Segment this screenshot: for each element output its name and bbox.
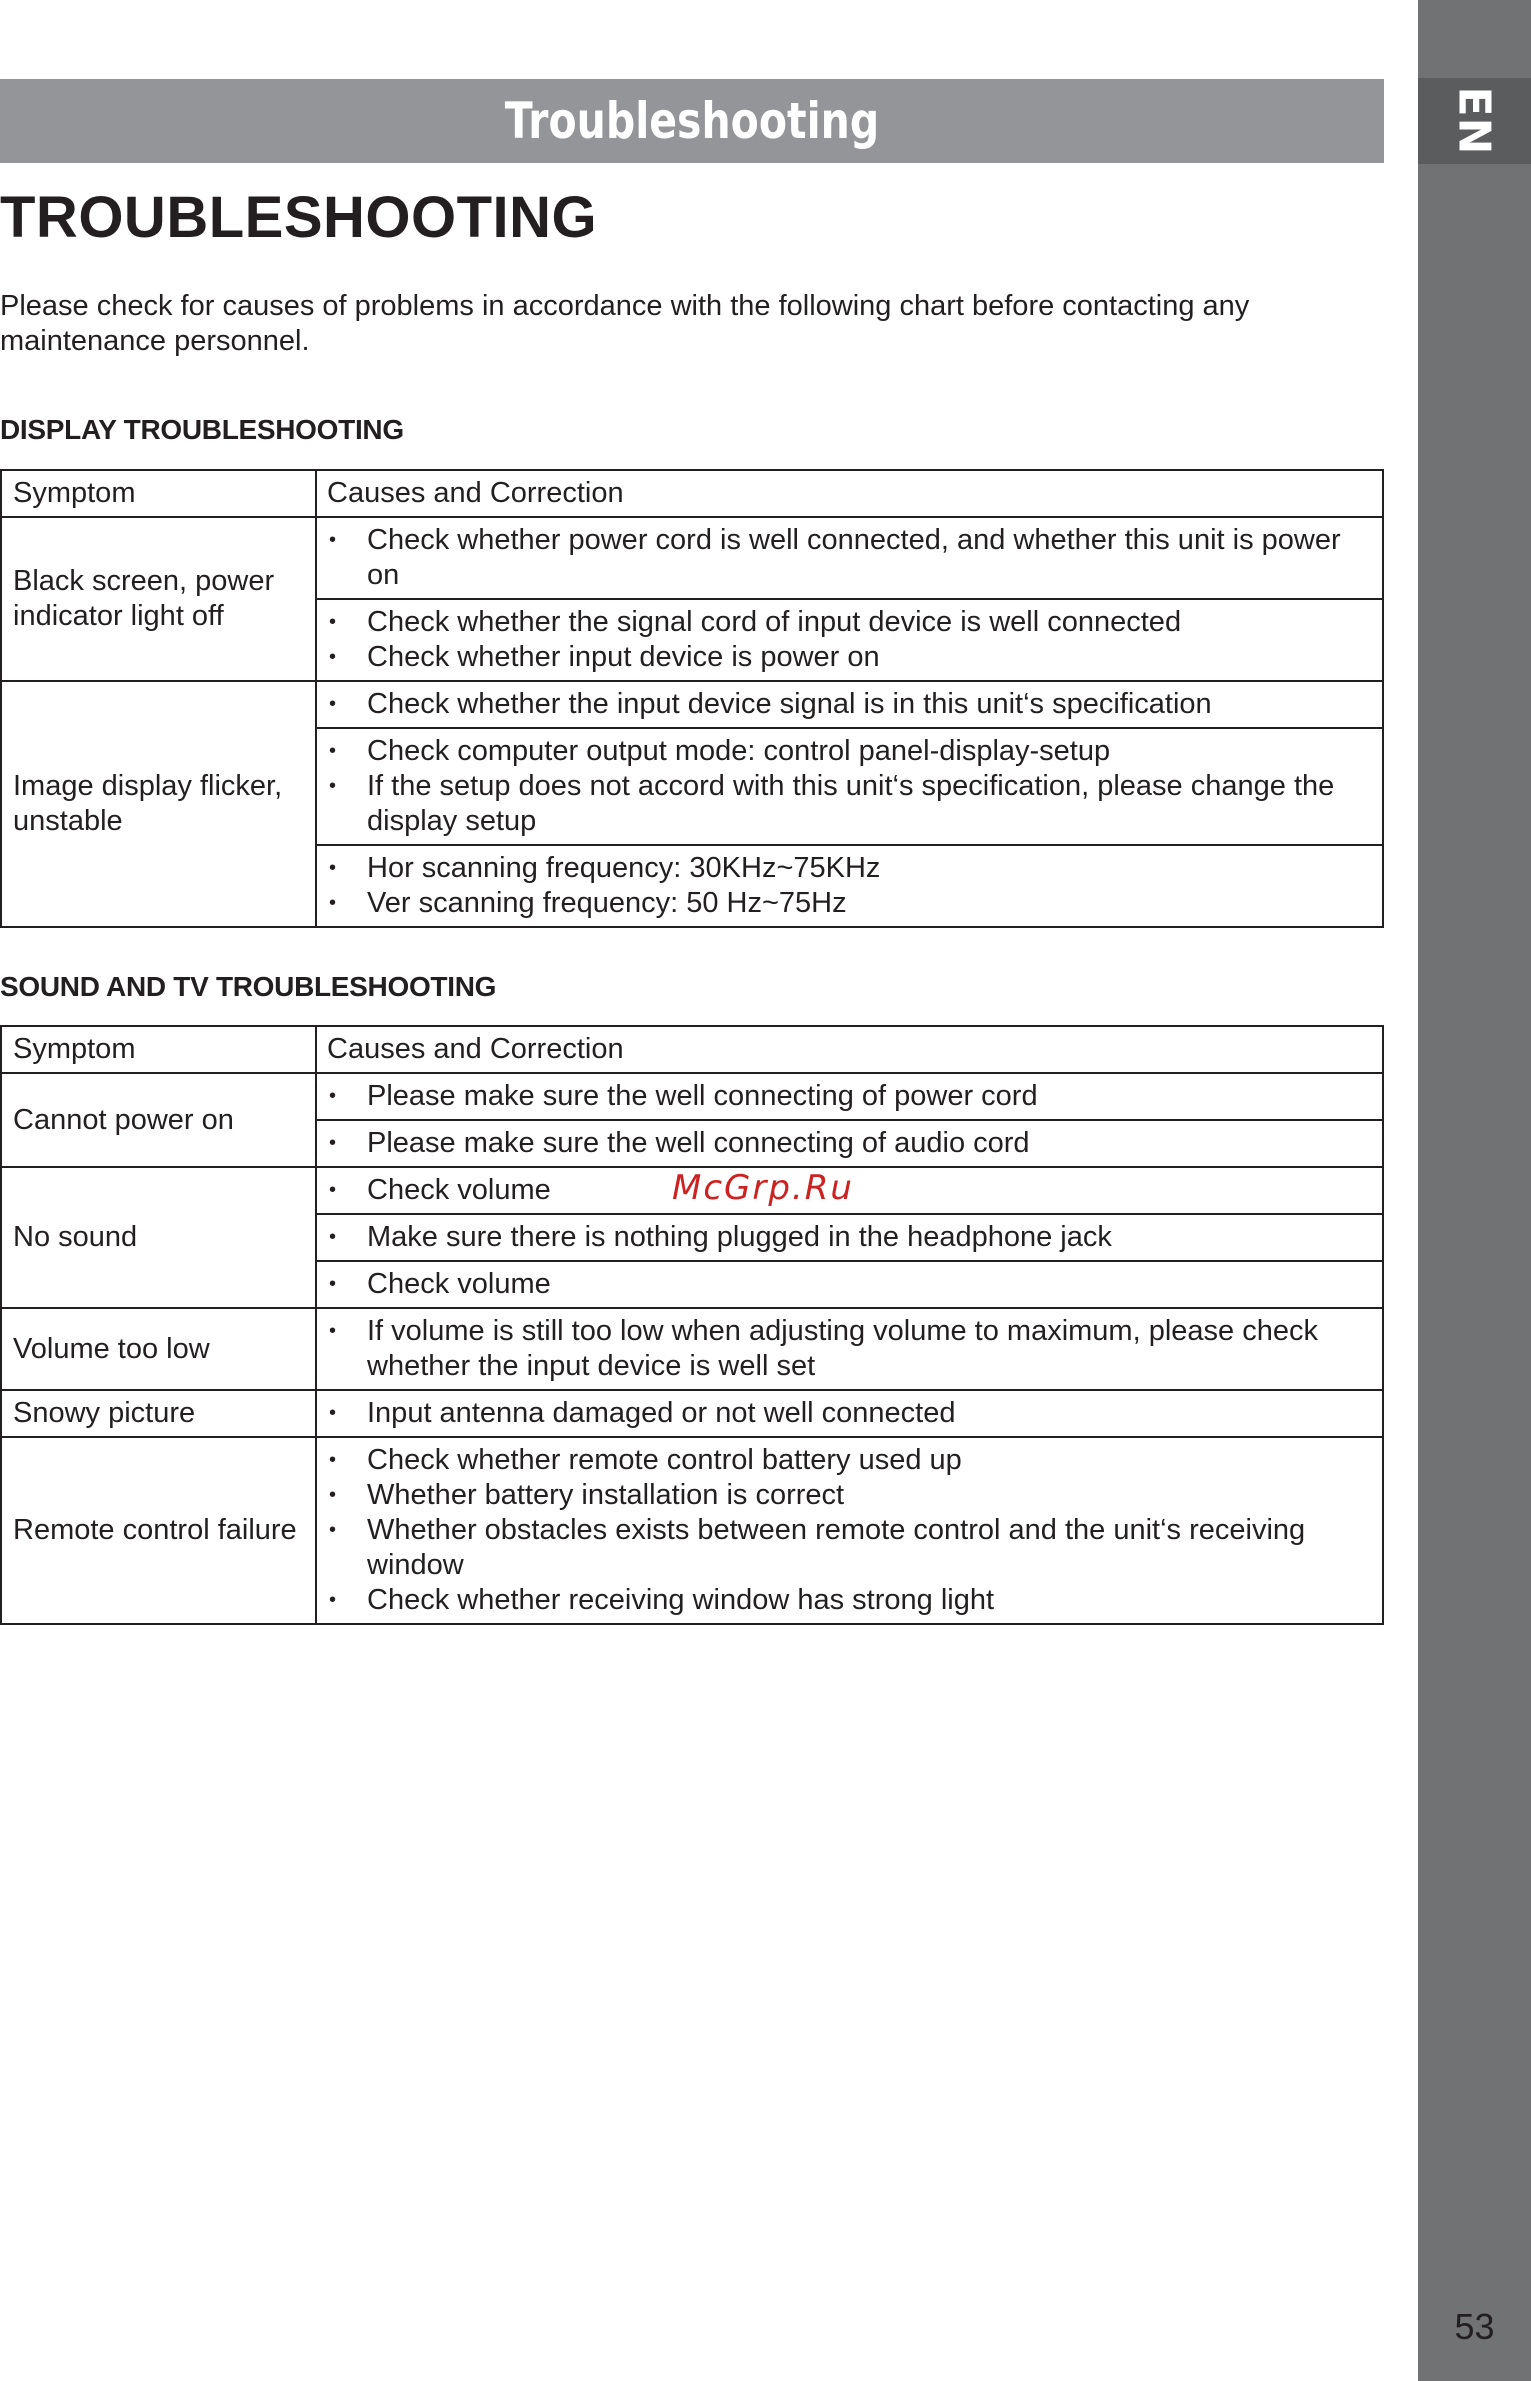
symptom-cell: Cannot power on: [1, 1073, 316, 1167]
cause-item: • Ver scanning frequency: 50 Hz~75Hz: [327, 886, 1372, 921]
symptom-cell: Image display flicker, unstable: [1, 681, 316, 927]
column-header-symptom: Symptom: [1, 470, 316, 517]
table-row: [1, 1073, 1383, 1120]
page-number: 53: [1454, 2306, 1495, 2347]
language-code: EN: [1448, 86, 1500, 156]
causes-cell: [316, 1437, 1383, 1624]
cause-item: • Make sure there is nothing plugged in the headphone jack: [327, 1220, 1372, 1255]
cause-item: • Check computer output mode: control panel-display-setup: [327, 734, 1372, 769]
cause-item: • Check whether power cord is well connected, and whether this unit is power on: [327, 523, 1372, 593]
causes-cell: [316, 681, 1383, 728]
cause-item: • Check whether the input device signal is in this unit‘s specification: [327, 687, 1372, 722]
intro-paragraph: Please check for causes of problems in accordance with the following chart before contacting any maintenance personnel.: [0, 290, 1250, 357]
causes-cell: [316, 1073, 1383, 1120]
causes-cell: [316, 728, 1383, 845]
table-row: [1, 1437, 1383, 1624]
sound-troubleshooting-table: [0, 1025, 1384, 1625]
causes-cell: [316, 1261, 1383, 1308]
table-header-row: [1, 470, 1383, 517]
display-section-heading: DISPLAY TROUBLESHOOTING: [0, 414, 404, 445]
cause-item: • Please make sure the well connecting of audio cord: [327, 1126, 1372, 1161]
causes-cell: [316, 1120, 1383, 1167]
causes-cell: [316, 517, 1383, 599]
cause-item: • Hor scanning frequency: 30KHz~75KHz: [327, 851, 1372, 886]
cause-item: • Check whether input device is power on: [327, 640, 1372, 675]
causes-cell: [316, 1390, 1383, 1437]
symptom-cell: No sound: [1, 1167, 316, 1308]
table-row: [1, 517, 1383, 599]
causes-cell: [316, 845, 1383, 927]
watermark: McGrp.Ru: [672, 1168, 854, 1208]
page-title: TROUBLESHOOTING: [0, 185, 598, 250]
symptom-cell: Remote control failure: [1, 1437, 316, 1624]
table-row: [1, 1390, 1383, 1437]
cause-item: • Whether battery installation is correct: [327, 1478, 1372, 1513]
side-strip: [1418, 0, 1531, 2381]
header-title: Troubleshooting: [504, 92, 880, 150]
cause-item: • Check whether remote control battery used up: [327, 1443, 1372, 1478]
column-header-symptom: Symptom: [1, 1026, 316, 1073]
symptom-cell: Volume too low: [1, 1308, 316, 1390]
causes-cell: [316, 1308, 1383, 1390]
cause-item: • Check whether receiving window has strong light: [327, 1583, 1372, 1618]
table-row: [1, 681, 1383, 728]
causes-cell: [316, 1214, 1383, 1261]
cause-item: • Please make sure the well connecting of power cord: [327, 1079, 1372, 1114]
sound-section-heading: SOUND AND TV TROUBLESHOOTING: [0, 971, 497, 1002]
symptom-cell: Black screen, power indicator light off: [1, 517, 316, 681]
cause-item: • Whether obstacles exists between remote control and the unit‘s receiving window: [327, 1513, 1372, 1583]
cause-item: • Check volume: [327, 1267, 1372, 1302]
cause-item: • Check volume: [327, 1173, 1372, 1208]
column-header-causes: Causes and Correction: [316, 1026, 1383, 1073]
display-troubleshooting-table: [0, 469, 1384, 928]
cause-item: • Input antenna damaged or not well connected: [327, 1396, 1372, 1431]
column-header-causes: Causes and Correction: [316, 470, 1383, 517]
cause-item: • If the setup does not accord with this unit‘s specification, please change the display setup: [327, 769, 1372, 839]
causes-cell: [316, 599, 1383, 681]
cause-item: • Check whether the signal cord of input device is well connected: [327, 605, 1372, 640]
table-row: [1, 1308, 1383, 1390]
cause-item: • If volume is still too low when adjusting volume to maximum, please check whether the input device is well set: [327, 1314, 1372, 1384]
table-header-row: [1, 1026, 1383, 1073]
symptom-cell: Snowy picture: [1, 1390, 316, 1437]
